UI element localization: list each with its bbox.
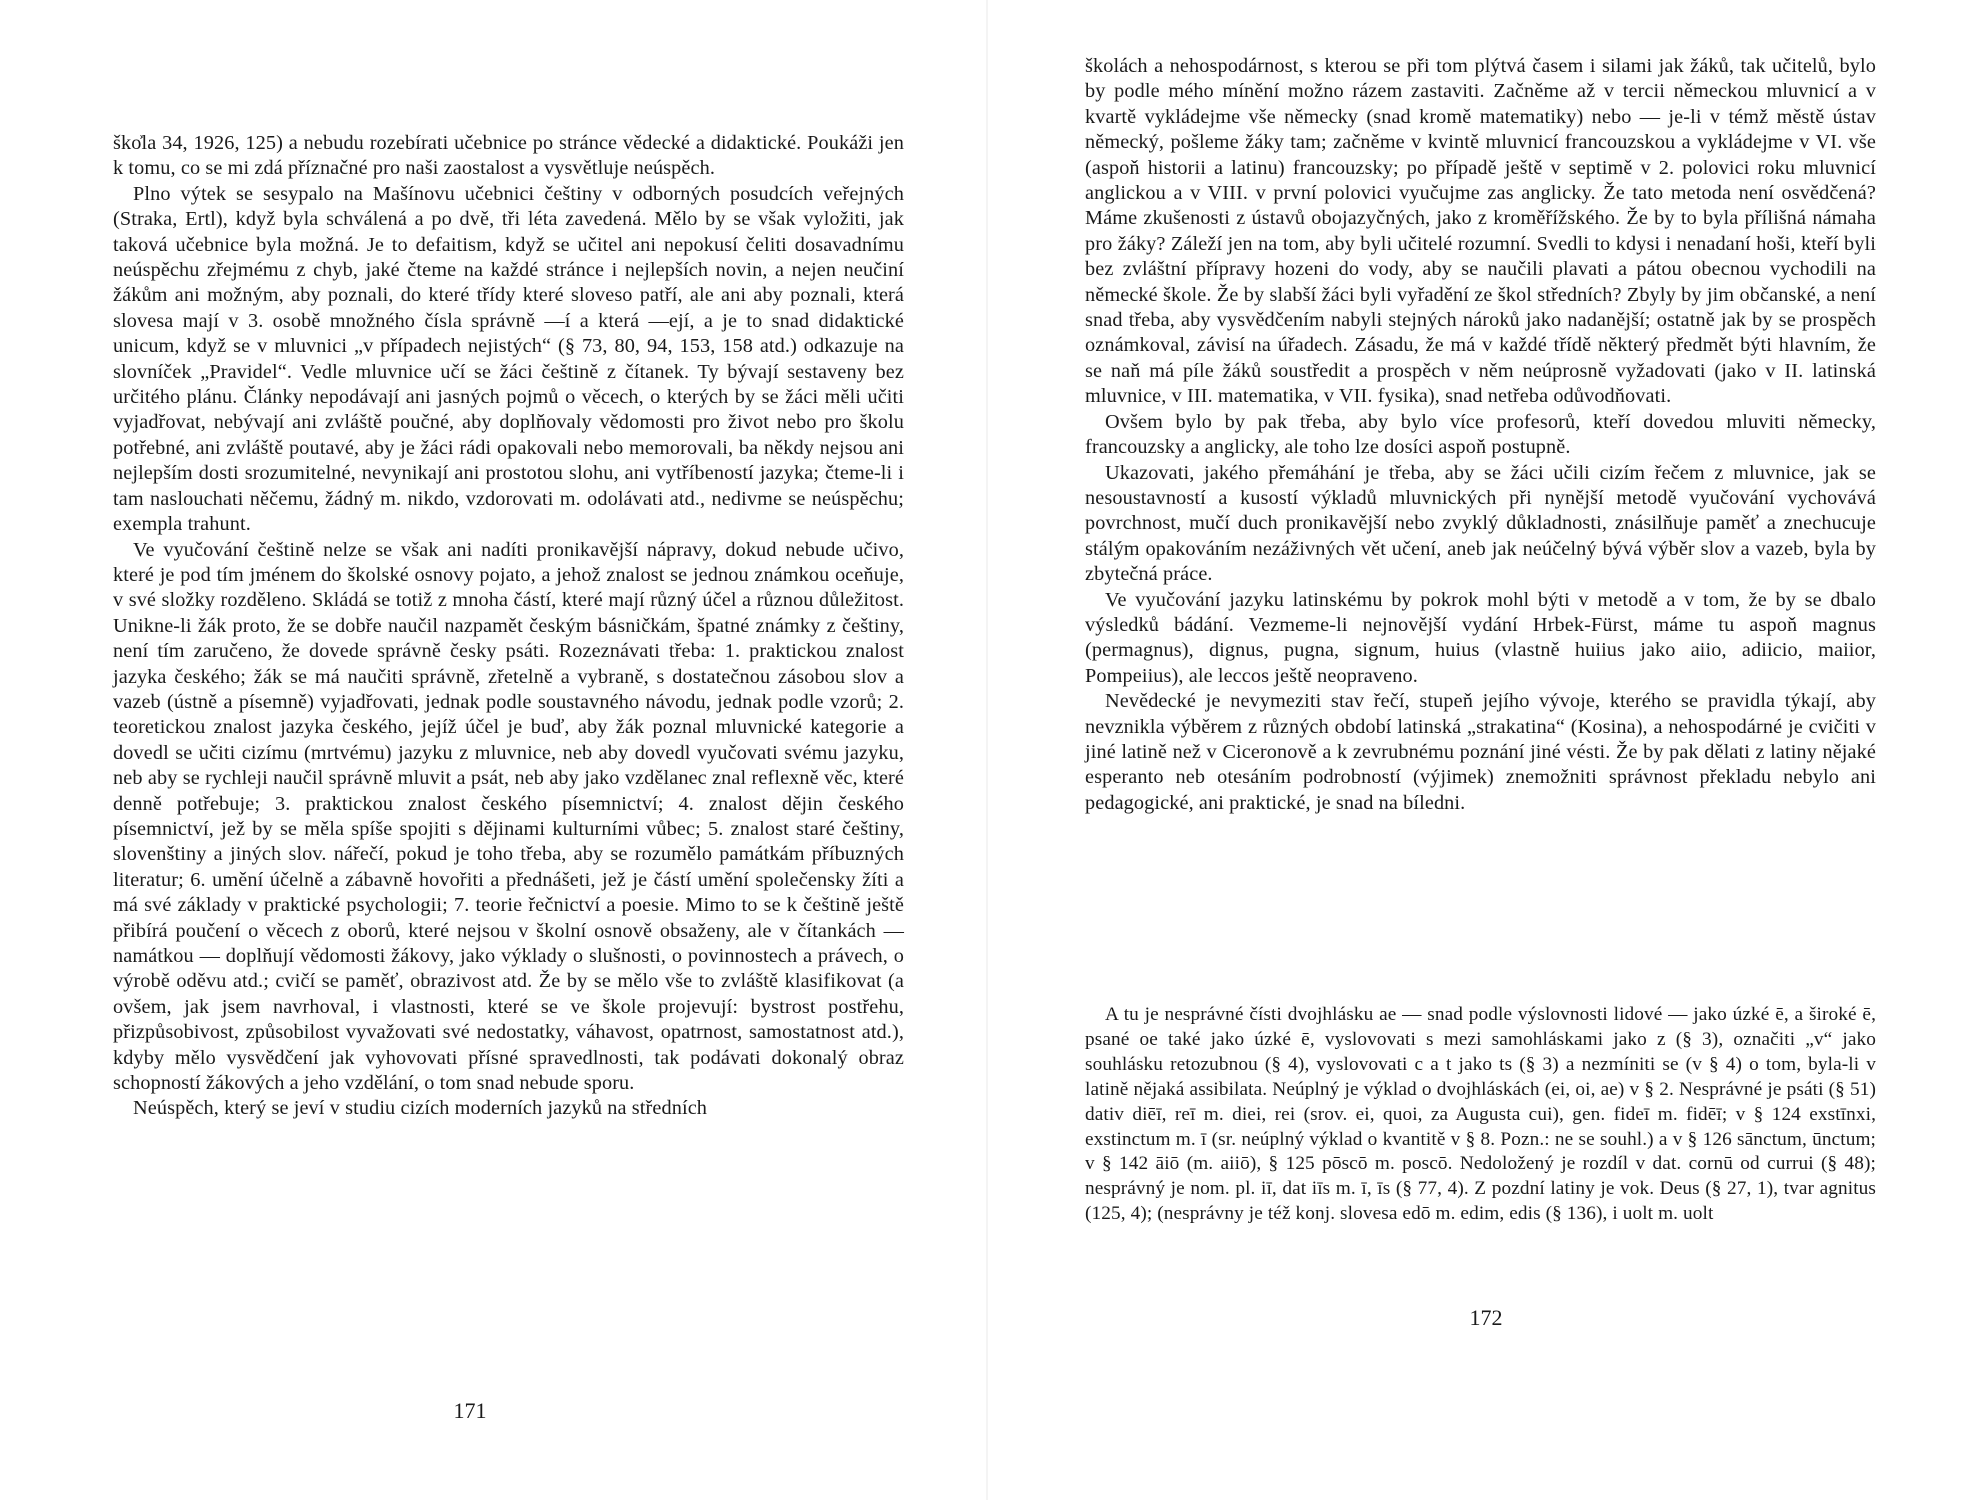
paragraph: Ve vyučování jazyku latinskému by pokrok mohl býti v metodě a v tom, že by se dbalo výsledků bádání. Vezmeme-li nejnovější vydání Hrbek-Fürst, máme tu aspoň magnus (permagnus), dignus, pugna, signum, huius (vlastně huiius jako aiio, adiicio, maiior, Pompeiius), ale leccos ještě neopraveno. xyxy=(1085,588,1876,687)
paragraph: školách a nehospodárnost, s kterou se při tom plýtvá časem i silami jak žáků, tak učitelů, bylo by podle mého mínění možno rázem zastaviti. Začněme až v tercii německou mluvnicí a v kvartě vykládejme vše německy (snad kromě matematiky) nebo — je-li v témž městě ústav německý, pošleme žáky tam; začněme v kvintě mluvnicí francouzskou a vykládejme v VI. vše (aspoň historii a latinu) francouzsky; po případě ještě v septimě v 2. polovici roku mluvnicí anglickou a v VIII. v první polovici vyučujme zas anglicky. Že tato metoda není osvědčená? Máme zkušenosti z ústavů obojazyčných, jako z kroměřížského. Že by to byla přílišná námaha pro žáky? Záleží jen na tom, aby byli učitelé rozumní. Svedli to kdysi i nenadaní hoši, kteří byli bez zvláštní přípravy hozeni do vody, aby se naučili plavati a pátou obecnou vychodili na německé škole. Že by slabší žáci byli vyřadění ze škol středních? Zbyly by jim občanské, a není snad třeba, aby vysvědčením nabyli stejných nároků jako nadanější; ostatně jak by se prospěch oznámkoval, závisí na úřadech. Zásadu, že má v každé třídě některý předmět býti hlavním, že se naň má píle žáků soustředit a prospěch v něm neúprosně vyžadovati (jako v II. latinská mluvnice, v III. matematika, v VII. fysika), snad netřeba odůvodňovati. xyxy=(1085,55,1876,408)
footnote-text xyxy=(1085,1003,1876,1227)
paragraph: Ovšem bylo by pak třeba, aby bylo více profesorů, kteří dovedou mluviti německy, francouzsky a anglicky, ale toho lze dosíci aspoň postupně. xyxy=(1085,410,1876,459)
paragraph: ško͐la 34, 1926, 125) a nebudu rozebírati učebnice po stránce vědecké a didaktické. Poukáži jen k tomu, co se mi zdá příznačné pro naši zaostalost a vysvětluje neúspěch. xyxy=(113,132,904,180)
page-number: 171 xyxy=(453,1398,487,1423)
left-page-text xyxy=(113,131,904,1122)
paragraph: Neúspěch, který se jeví v studiu cizích moderních jazyků na středních xyxy=(133,1097,708,1120)
paragraph: Plno výtek se sesypalo na Mašínovu učebnici češtiny v odborných posudcích veřejných (Straka, Ertl), když byla schválená a po dvě, tři léta zavedená. Mělo by se však vyložiti, jak taková učebnice byla možná. Je to defaitism, když se učitel ani nepokusí čeliti dosavadnímu neúspěchu zřejmému z chyb, jaké čteme na každé stránce i nejlepších novin, a nejen neučiní žákům ani možným, aby poznali, do které třídy které sloveso patří, ale ani aby poznali, která slovesa mají v 3. osobě množného čísla správně —í a která —ejí, a je to snad didaktické unicum, když se v mluvnici „v případech nejistých“ (§ 73, 80, 94, 153, 158 atd.) odkazuje na slovníček „Pravidel“. Vedle mluvnice učí se žáci češtině z čítanek. Ty bývají sestaveny bez určitého plánu. Články nepodávají ani jasných pojmů o věcech, o kterých by se žáci měli učiti vyjadřovat, nebývají ani zvláště poučné, aby doplňovaly vědomosti pro život nebo pro školu potřebné, ani zvláště poutavé, aby je žáci rádi opakovali nebo memorovali, ba někdy nejsou ani nejlepším dosti srozumitelné, nevynikají ani prostotou slohu, ani vytříbeností jazyka; čteme-li i tam naslouchati něčemu, žádný m. nikdo, vzdorovati m. odolávati atd., nedivme se neúspěchu; exempla trahunt. xyxy=(113,182,904,536)
right-page-text xyxy=(1085,54,1876,816)
paragraph: Nevědecké je nevymeziti stav řečí, stupeň jejího vývoje, kterého se pravidla týkají, aby nevznikla výběrem z různých období latinská „strakatina“ (Kosina), a nehospodárné je cvičiti v jiné latině než v Ciceronově a k zevrubnému poznání jiné vésti. Že by pak dělati z latiny nějaké esperanto neb otesáním podrobností (výjimek) znemožniti správnost překladu nebylo ani pedagogické, ani praktické, je snad na bíledni. xyxy=(1085,690,1876,814)
right-page xyxy=(987,0,1974,1500)
paragraph: Ve vyučování češtině nelze se však ani nadíti pronikavější nápravy, dokud nebude učivo, které je pod tím jménem do školské osnovy pojato, a jehož znalost se jednou známkou oceňuje, v své složky rozděleno. Skládá se totiž z mnoha částí, které mají různý účel a různou důležitost. Unikne-li žák proto, že se dobře naučil nazpamět českým básničkám, špatné známky z češtiny, není tím zaručeno, že dovede správně česky psáti. Rozeznávati třeba: 1. praktickou znalost jazyka českého; žák se má naučiti správně, zřetelně a vybraně, s dostatečnou zásobou slov a vazeb (ústně a písemně) vyjadřovati, jednak podle soustavného návodu, jednak podle vzorů; 2. teoretickou znalost jazyka českého, jejíž účel je buď, aby žák poznal mluvnické kategorie a dovedl se učiti cizímu (mrtvému) jazyku z mluvnice, neb aby dovedl vyučovati svému jazyku, neb aby se rychleji naučil správně mluvit a psát, neb aby jako vzdělanec znal reflexně věc, které denně potřebuje; 3. praktickou znalost českého písemnictví; 4. znalost dějin českého písemnictví, jež by se měla spíše spojiti s dějinami kulturními vůbec; 5. znalost staré češtiny, slovenštiny a jiných slov. nářečí, pokud je toho třeba, aby se rozumělo památkám příbuzných literatur; 6. umění účelně a zábavně hovořiti a přednášeti, jež je částí umění společensky žíti a má své základy v praktické psychologii; 7. teorie řečnictví a poesie. Mimo to se k češtině ještě přibírá poučení o věcech z oborů, které nejsou v školní osnově obsaženy, ale v čítankách — namátkou — doplňují vědomosti žákovy, jako výklady o slušnosti, o povinnostech a právech, o výrobě oděvu atd.; cvičí se paměť, obrazivost atd. Že by se mělo vše to zvláště klasifikovat (a ovšem, jak jsem navrhoval, i vlastnosti, které se ve škole projevují: bystrost postřehu, přizpůsobivost, způsobilost vyvažovati své nedostatky, váhavost, opatrnost, samostatnost atd.), kdyby mělo vysvědčení jak vyhovovati přísné spravedlnosti, tak podávati dokonalý obraz schopností žákových a jeho vzdělání, o tom snad nebude sporu. xyxy=(113,538,904,1095)
paragraph: Ukazovati, jakého přemáhání je třeba, aby se žáci učili cizím řečem z mluvnice, jak se nesoustavností a kusostí výkladů mluvnických při nynější metodě vyučování vychovává povrchnost, mučí duch pronikavější nebo zvyklý důkladnosti, znásilňuje paměť a znechucuje stálým opakováním nezáživných vět učení, aneb jak neúčelný bývá výběr slov a vazeb, byla by zbytečná práce. xyxy=(1085,461,1876,586)
paragraph: A tu je nesprávné čísti dvojhlásku ae — snad podle výslovnosti lidové — jako úzké ē, a široké ē, psané oe také jako úzké ē, vyslovovati s mezi samohláskami jako z (§ 3), označiti „v“ jako souhlásku retozubnou (§ 4), vyslovovati c a t jako ts (§ 3) a nezmíniti se (v § 4) o tom, byla-li v latině nějaká assibilata. Neúplný je výklad o dvojhláskách (ei, oi, ae) v § 2. Nesprávné je psáti (§ 51) dativ diēī, reī m. diei, rei (srov. ei, quoi, za Augusta cui), gen. fideī m. fidēī; v § 124 exstīnxi, exstinctum m. ī (sr. neúplný výklad o kvantitě v § 8. Pozn.: ne se souhl.) a v § 126 sānctum, ūnctum; v § 142 āiō (m. aiiō), § 125 pōscō m. poscō. Nedoložený je rozdíl v dat. cornū od currui (§ 48); nesprávný je nom. pl. iī, dat iīs m. ī, īs (§ 77, 4). Z pozdní latiny je vok. Deus (§ 27, 1), tvar agnitus (125, 4); (nesprávny je též konj. slovesa edō m. edim, edis (§ 136), i uolt m. uolt xyxy=(1085,1004,1876,1225)
page-number: 172 xyxy=(1469,1305,1503,1330)
